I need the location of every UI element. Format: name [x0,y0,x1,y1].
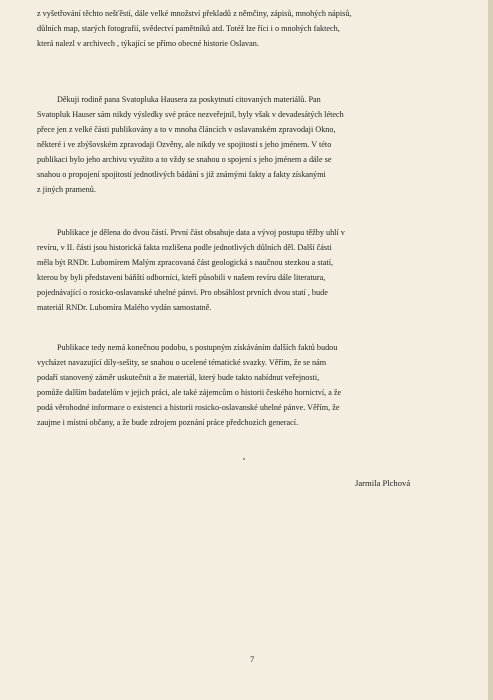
paragraph-2-line: snahou o propojení spojitostí jednotlivých bádání s již známými fakty a fakty získanými [37,170,326,179]
paragraph-1-line: důlních map, starých fotografií, svědectví pamětníků atd. Totéž lze říci i o mnohých faktech, [37,24,340,33]
paragraph-2-line: z jiných pramenů. [37,185,96,194]
page-edge-shadow [488,0,493,700]
paragraph-1 [37,6,463,51]
paragraph-2-line: některé i ve zbýšovském zpravodaji Ozvěny, ale nikdy ve spojitosti s jeho jménem. V této [37,140,332,149]
page-number: 7 [250,654,255,664]
paragraph-2-line: Svatopluk Hauser sám nikdy výsledky své práce nezveřejnil, byly však v devadesátých létech [37,110,344,119]
paragraph-4-line: pomůže dalším badatelům v jejich práci, ale také zájemcům o historii českého hornictví, a že [37,388,342,397]
paragraph-3-line: revíru, v II. části jsou historická fakta rozlišena podle jednotlivých důlních děl. Další části [37,243,332,252]
paragraph-2-line: publikaci bylo jeho archivu využito a to vždy se snahou o spojení s jeho jménem a dále se [37,155,332,164]
paragraph-4 [37,340,463,430]
paragraph-4-line: podá věrohodné informace o existenci a historii rosicko-oslavanské uhelné pánve. Věřím, že [37,403,340,412]
paragraph-3 [37,225,463,315]
paragraph-2 [37,92,463,197]
paragraph-4-line: podaří stanovený záměr uskutečnit a že materiál, který bude takto nabídnut veřejnosti, [37,373,320,382]
paragraph-1-line: z vyšetřování těchto nešťěstí, dále velké množství překladů z němčiny, zápisů, mnohých nápisů, [37,9,352,18]
paragraph-4-line: Publikace tedy nemá konečnou podobu, s postupným získáváním dalších faktů budou [57,343,338,352]
paragraph-1-line: která nalezl v archivech , týkající se přímo obecné historie Oslavan. [37,39,259,48]
paragraph-2-line: přece jen z velké části publikovány a to v mnoha článcích v oslavanském zpravodaji Okno, [37,125,336,134]
paragraph-4-line: vycházet navazující díly-sešity, se snahou o ucelené tématické svazky. Věřím, že se nám [37,358,327,367]
signature-name: Jarmila Plchová [355,478,411,488]
paragraph-3-line: pojednávající o rosicko-oslavanské uhelné pánvi. Pro obsáhlost prvních dvou statí , bude [37,288,328,297]
paragraph-3-line: kterou by byli představeni báňští odborníci, kteří působili v našem revíru dále literatura, [37,273,326,282]
paragraph-3-line: Publikace je dělena do dvou částí. První část obsahuje data a vývoj postupu těžby uhlí v [57,228,345,237]
paragraph-4-line: zaujme i místní občany, a že bude zdrojem poznání práce předchozích generací. [37,418,299,427]
paragraph-3-line: měla být RNDr. Lubomírem Malým zpracovaná část geologická s naučnou stezkou a statí, [37,258,334,267]
dust-speck [243,458,245,460]
paragraph-3-line: materiál RNDr. Lubomíra Malého vydán samostatně. [37,303,212,312]
paragraph-2-line: Děkuji rodině pana Svatopluka Hausera za poskytnutí citovaných materiálů. Pan [57,95,321,104]
